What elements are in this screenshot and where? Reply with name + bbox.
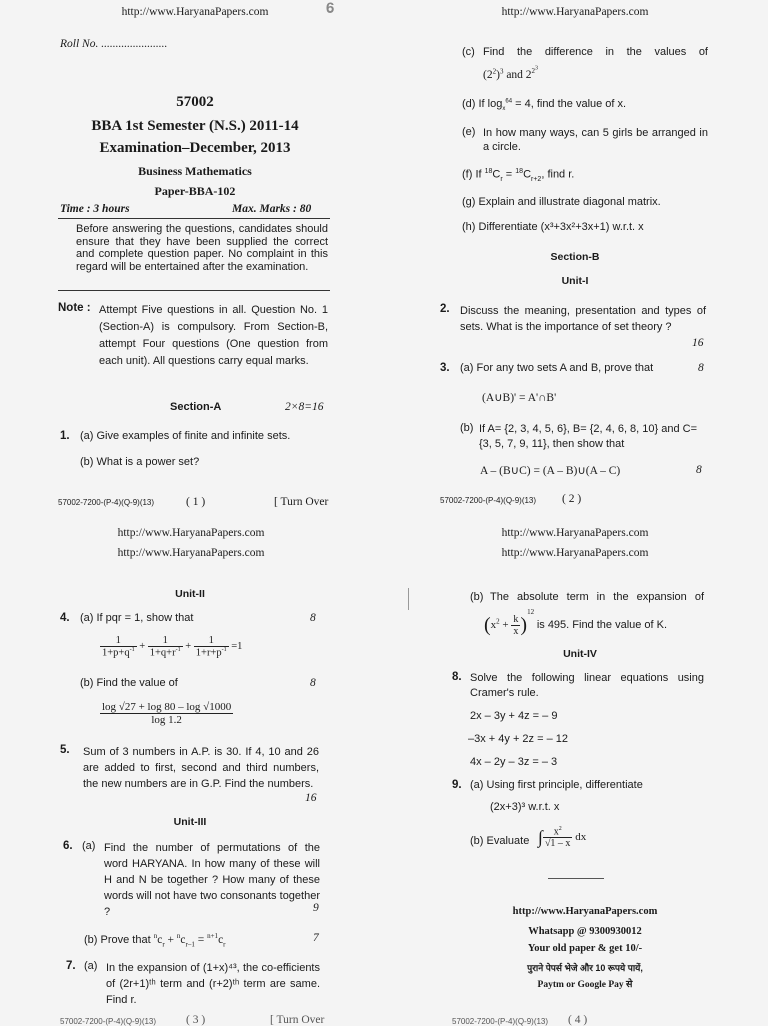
q6a-label: (a) (82, 840, 96, 852)
q1h-text: (h) Differentiate (x³+3x²+3x+1) w.r.t. x (462, 221, 644, 233)
section-a-heading: Section-A (170, 401, 222, 413)
footer-code: 57002-7200-(P-4)(Q-9)(13) (440, 496, 537, 505)
site-url-link[interactable]: http://www.HaryanaPapers.com (501, 527, 649, 539)
q2-marks: 16 (692, 337, 704, 349)
unit-3-heading: Unit-III (173, 816, 207, 828)
q5-marks: 16 (305, 792, 317, 804)
paper-code: Paper-BBA-102 (154, 184, 236, 198)
q1b-text: (b) What is a power set? (80, 456, 200, 468)
q4-number: 4. (60, 612, 70, 624)
q3b-label: (b) (460, 422, 474, 434)
footer-page-number: ( 3 ) (186, 1014, 206, 1026)
q3b-text: If A= {2, 3, 4, 5, 6}, B= {2, 4, 6, 8, 10} and C= {3, 5, 7, 9, 11}, then show that (479, 423, 698, 450)
q1c-label: (c) (462, 46, 475, 58)
q1d-text: (d) If $\log_x^{64} = 4$, find the value of x. (462, 98, 627, 113)
q1c-text: Find the difference in the values of (483, 46, 708, 58)
q4b-expression: $\frac{\log √27 + \log 80 - \log √1000}{\log 1.2}$ (102, 701, 232, 726)
q7b-expression: ($x^2$ + $\frac{k}{x}$ )$^{12}$ is 495. Find the value of K. (484, 608, 668, 637)
footer-code: 57002-7200-(P-4)(Q-9)(13) (452, 1017, 549, 1026)
site-url-link[interactable]: http://www.HaryanaPapers.com (117, 547, 265, 559)
q4a-marks: 8 (310, 612, 316, 624)
note-text: Attempt Five questions in all. Question No. 1 (Section-A) is compulsory. From Section-B, attempt Four questions (One question from each unit). All questions carry equal marks. (99, 304, 328, 367)
scan-line-divider (408, 588, 409, 610)
equation-3: 4x – 2y – 3z = – 3 (470, 756, 558, 768)
q6a-text: Find the number of permutations of the word HARYANA. In how many of these will H and N be together ? How many of these words will not have two consonants together ? (104, 842, 320, 918)
section-a-marks: 2×8=16 (285, 401, 324, 413)
q8-text: Solve the following linear equations using Cramer's rule. (470, 672, 704, 699)
q6b-text: (b) Prove that $^nc_r + ^nc_{r-1} = ^{n+1}c_r$ (84, 932, 226, 949)
ad-whatsapp: Whatsapp @ 9300930012 (528, 926, 642, 937)
q3a-marks: 8 (698, 362, 704, 374)
subject-title: Business Mathematics (138, 164, 252, 178)
q2-number: 2. (440, 303, 450, 315)
q1a-text: (a) Give examples of finite and infinite sets. (80, 430, 291, 442)
q4b-marks: 8 (310, 677, 316, 689)
equation-1: 2x – 3y + 4z = – 9 (470, 710, 558, 722)
ad-line-1: Your old paper & get 10/- (527, 943, 643, 954)
ad-payment: Paytm or Google Pay से (537, 980, 633, 990)
q1-number: 1. (60, 430, 70, 442)
q4a-text: (a) If pqr = 1, show that (80, 612, 194, 624)
q7a-text: In the expansion of (1+x)⁴³, the co-efficients of (2r+1)ᵗʰ term and (r+2)ᵗʰ term are same. Find r. (106, 962, 320, 1006)
note-label: Note : (58, 302, 91, 314)
page-mark-icon: 𝟔 (326, 1, 335, 17)
q3a-expression: (A∪B)' = A'∩B' (482, 392, 557, 404)
exam-code: 57002 (176, 94, 214, 110)
unit-1-heading: Unit-I (561, 275, 589, 287)
q3b-expression: A – (B∪C) = (A – B)∪(A – C) (480, 465, 621, 477)
footer-page-number: ( 1 ) (186, 496, 206, 508)
site-url-link[interactable]: http://www.HaryanaPapers.com (501, 6, 649, 18)
q5-number: 5. (60, 744, 70, 756)
unit-2-heading: Unit-II (175, 588, 205, 600)
q1e-label: (e) (462, 126, 476, 138)
site-url-link[interactable]: http://www.HaryanaPapers.com (117, 527, 265, 539)
q4a-expression: $\frac{1}{1+p+q^{-1}}$ + $\frac{1}{1+q+r^{-1}}$ + $\frac{1}{1+r+p^{-1}}$ =1 (102, 635, 243, 659)
q4b-text: (b) Find the value of (80, 677, 178, 689)
ad-hindi: पुराने पेपर्स भेजे और 10 रूपये पायें, (527, 963, 643, 973)
q8-number: 8. (452, 671, 462, 683)
exam-title: Examination–December, 2013 (99, 140, 291, 156)
q1g-text: (g) Explain and illustrate diagonal matrix. (462, 196, 661, 208)
q9a-text: (a) Using first principle, differentiate (470, 779, 643, 791)
footer-turn-over: [ Turn Over (274, 496, 329, 508)
roll-number: Roll No. ....................... (60, 38, 168, 50)
q9a-expression: (2x+3)³ w.r.t. x (490, 801, 560, 813)
footer-page-number: ( 4 ) (568, 1014, 588, 1026)
q7a-label: (a) (84, 960, 98, 972)
equation-2: –3x + 4y + 2z = – 12 (468, 733, 568, 745)
footer-code: 57002-7200-(P-4)(Q-9)(13) (58, 498, 155, 507)
q3b-marks: 8 (696, 464, 702, 476)
site-url-link[interactable]: http://www.HaryanaPapers.com (501, 547, 649, 559)
instructions-text: Before answering the questions, candidates should ensure that they have been supplied the correct and complete question paper. No complaint in this regard will be entertained after the examination. (76, 223, 328, 273)
q1c-expression: $(2^2)^3$ and $2^{2^3}$ (483, 66, 539, 82)
footer-code: 57002-7200-(P-4)(Q-9)(13) (60, 1017, 157, 1026)
q6a-marks: 9 (313, 902, 319, 914)
site-url-link[interactable]: http://www.HaryanaPapers.com (121, 6, 269, 18)
footer-page-number: ( 2 ) (562, 493, 582, 505)
q9b-expression: ∫ $\frac{x^2}{√1 - x}$ dx (538, 826, 587, 850)
section-b-heading: Section-B (550, 251, 600, 263)
q1f-text: (f) If $^{18}C_r = ^{18}C_{r+2}$, find r. (462, 168, 575, 183)
max-marks: Max. Marks : 80 (232, 203, 312, 215)
q1e-text: In how many ways, can 5 girls be arranged in a circle. (483, 127, 708, 153)
q9-number: 9. (452, 779, 462, 791)
ad-url-link[interactable]: http://www.HaryanaPapers.com (512, 906, 658, 917)
q7-number: 7. (66, 960, 76, 972)
q7b-text: The absolute term in the expansion of (490, 591, 704, 603)
q2-text: Discuss the meaning, presentation and types of sets. What is the importance of set theory ? (460, 305, 706, 333)
q5-text: Sum of 3 numbers in A.P. is 30. If 4, 10 and 26 are added to first, second and third numbers, the new numbers are in G.P. Find the numbers. (83, 746, 319, 790)
course-title: BBA 1st Semester (N.S.) 2011-14 (91, 118, 299, 134)
q7b-label: (b) (470, 591, 484, 603)
q6-number: 6. (63, 840, 73, 852)
unit-4-heading: Unit-IV (563, 648, 597, 660)
q3a-text: (a) For any two sets A and B, prove that (460, 362, 654, 374)
time-allowed: Time : 3 hours (60, 203, 130, 215)
footer-turn-over: [ Turn Over (270, 1014, 325, 1026)
q9b-text: (b) Evaluate (470, 835, 530, 847)
q3-number: 3. (440, 362, 450, 374)
q6b-marks: 7 (313, 932, 319, 944)
